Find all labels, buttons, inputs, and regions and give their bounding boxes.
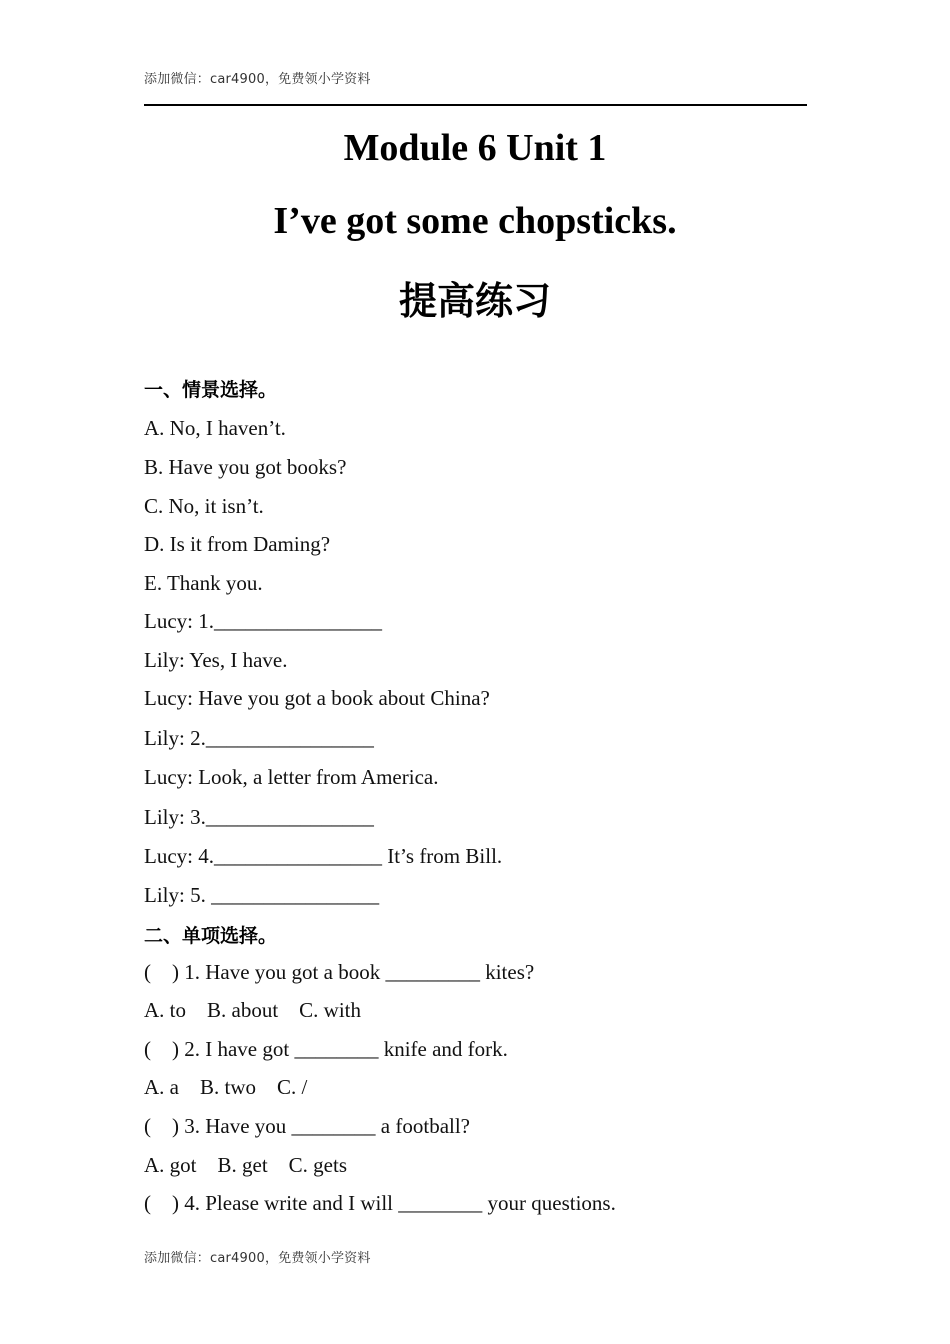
- dialogue-line: Lily: Yes, I have.: [144, 648, 288, 672]
- answer-options: A. a B. two C. /: [144, 1075, 308, 1099]
- option-line: A. No, I haven’t.: [144, 416, 286, 440]
- dialogue-line: Lily: 5. ________________: [144, 883, 380, 907]
- header-rule: [144, 104, 807, 106]
- dialogue-line: Lucy: Have you got a book about China?: [144, 686, 490, 710]
- title-practice: 提高练习: [398, 279, 551, 323]
- dialogue-line: Lily: 3.________________: [144, 805, 374, 829]
- title-unit: I’ve got some chopsticks.: [273, 200, 677, 242]
- page-footer: 添加微信：car4900，免费领小学资料: [144, 1251, 371, 1266]
- dialogue-line: Lucy: 1.________________: [144, 609, 382, 633]
- section1-heading: 一、情景选择。: [144, 379, 278, 401]
- page-header: 添加微信：car4900，免费领小学资料: [144, 72, 371, 87]
- section2-heading: 二、单项选择。: [144, 925, 278, 947]
- dialogue-line: Lucy: 4.________________ It’s from Bill.: [144, 844, 503, 868]
- option-line: D. Is it from Daming?: [144, 532, 331, 556]
- option-line: E. Thank you.: [144, 571, 263, 595]
- option-line: C. No, it isn’t.: [144, 494, 264, 518]
- question-line: ( ) 3. Have you ________ a football?: [144, 1114, 471, 1138]
- question-line: ( ) 1. Have you got a book _________ kites?: [144, 960, 535, 984]
- title-module: Module 6 Unit 1: [343, 127, 607, 169]
- question-line: ( ) 4. Please write and I will ________ your questions.: [144, 1191, 616, 1215]
- dialogue-line: Lily: 2.________________: [144, 726, 374, 750]
- answer-options: A. to B. about C. with: [144, 998, 362, 1022]
- question-line: ( ) 2. I have got ________ knife and fork.: [144, 1037, 508, 1061]
- option-line: B. Have you got books?: [144, 455, 347, 479]
- answer-options: A. got B. get C. gets: [144, 1153, 347, 1177]
- dialogue-line: Lucy: Look, a letter from America.: [144, 765, 439, 789]
